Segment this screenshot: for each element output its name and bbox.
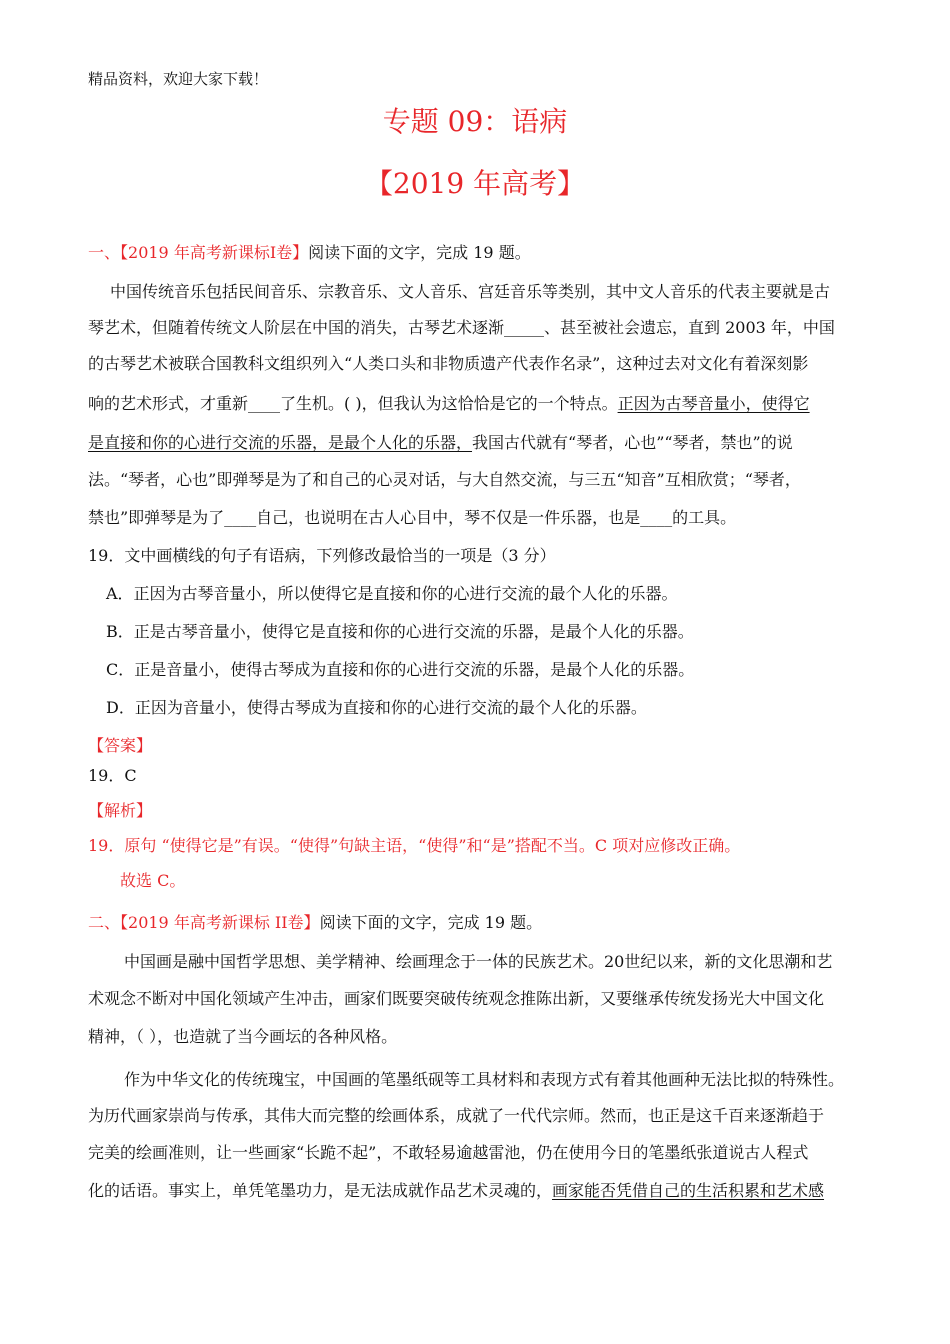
section1-instruction: 阅读下面的文字，完成 19 题。 [308, 243, 531, 262]
section1-passage-line: 禁也”即弹琴是为了____自己，也说明在古人心目中，琴不仅是一件乐器，也是____的工具。 [88, 508, 737, 527]
answer-value: 19．C [88, 766, 137, 785]
underlined-sentence-part2: 是直接和你的心进行交流的乐器，是最个人化的乐器， [88, 433, 473, 452]
section1-passage-text: 我国古代就有“琴者，心也”“琴者，禁也”的说 [472, 433, 793, 452]
option-b: B．正是古琴音量小，使得它是直接和你的心进行交流的乐器，是最个人化的乐器。 [106, 622, 694, 641]
section2-passage-line: 术观念不断对中国化领域产生冲击，画家们既要突破传统观念推陈出新，又要继承传统发扬光大中国文化 [88, 989, 825, 1008]
option-d: D．正因为音量小，使得古琴成为直接和你的心进行交流的最个人化的乐器。 [106, 698, 647, 717]
section1-passage-line: 的古琴艺术被联合国教科文组织列入“人类口头和非物质遗产代表作名录”，这种过去对文化有着深刻影 [88, 354, 809, 373]
section2-passage-line: 作为中华文化的传统瑰宝，中国画的笔墨纸砚等工具材料和表现方式有着其他画种无法比拟的特殊性。 [124, 1070, 845, 1089]
page-title: 专题 09：语病 [382, 105, 568, 138]
page-subtitle: 【2019 年高考】 [364, 167, 586, 200]
section1-passage-line: 中国传统音乐包括民间音乐、宗教音乐、文人音乐、宫廷音乐等类别，其中文人音乐的代表主要就是古 [110, 282, 831, 301]
section1-passage-line [88, 432, 793, 454]
section1-passage-line [88, 393, 810, 415]
section2-passage-text: 化的话语。事实上，单凭笔墨功力，是无法成就作品艺术灵魂的， [88, 1181, 553, 1200]
section1-passage-line: 琴艺术，但随着传统文人阶层在中国的消失，古琴艺术逐渐_____、甚至被社会遗忘，直到 2003 年，中国 [88, 318, 835, 337]
option-c: C．正是音量小，使得古琴成为直接和你的心进行交流的乐器，是最个人化的乐器。 [106, 660, 695, 679]
question-19: 19．文中画横线的句子有语病，下列修改最恰当的一项是（3 分） [88, 546, 556, 565]
underlined-sentence-part1: 正因为古琴音量小，使得它 [617, 394, 810, 413]
section2-passage-line [88, 1180, 824, 1202]
option-a: A．正因为古琴音量小，所以使得它是直接和你的心进行交流的最个人化的乐器。 [106, 584, 678, 603]
section2-tag: 【2019 年高考新课标 II卷】 [120, 913, 320, 932]
section1-heading [88, 242, 531, 264]
section1-tag: 【2019 年高考新课标Ⅰ卷】 [120, 243, 309, 262]
analysis-text: 故选 C。 [120, 871, 186, 890]
section1-number: 一、 [88, 243, 121, 262]
section1-passage-text: 响的艺术形式，才重新____了生机。( )，但我认为这恰恰是它的一个特点。 [88, 394, 618, 413]
section1-passage-line: 法。“琴者，心也”即弹琴是为了和自己的心灵对话，与大自然交流，与三五“知音”互相欣赏；“琴者， [88, 470, 801, 489]
section2-passage-line: 为历代画家崇尚与传承，其伟大而完整的绘画体系，成就了一代代宗师。然而，也正是这千百来逐渐趋于 [88, 1106, 825, 1125]
header-note: 精品资料，欢迎大家下载！ [88, 70, 269, 88]
section2-passage-line: 完美的绘画准则，让一些画家“长跪不起”，不敢轻易逾越雷池，仍在使用今日的笔墨纸张道说古人程式 [88, 1143, 809, 1162]
section2-heading [88, 912, 542, 934]
section2-underlined-sentence: 画家能否凭借自己的生活积累和艺术感 [552, 1181, 825, 1200]
answer-label: 【答案】 [88, 736, 153, 755]
section2-number: 二、 [88, 913, 121, 932]
section2-instruction: 阅读下面的文字，完成 19 题。 [319, 913, 543, 932]
analysis-label: 【解析】 [88, 801, 153, 820]
section2-passage-line: 精神，（ ），也造就了当今画坛的各种风格。 [88, 1027, 398, 1046]
analysis-text: 19．原句 “使得它是”有误。“使得”句缺主语，“使得”和“是”搭配不当。C 项对应修改正确。 [88, 836, 741, 855]
section2-passage-line: 中国画是融中国哲学思想、美学精神、绘画理念于一体的民族艺术。20世纪以来，新的文化思潮和艺 [124, 952, 833, 971]
